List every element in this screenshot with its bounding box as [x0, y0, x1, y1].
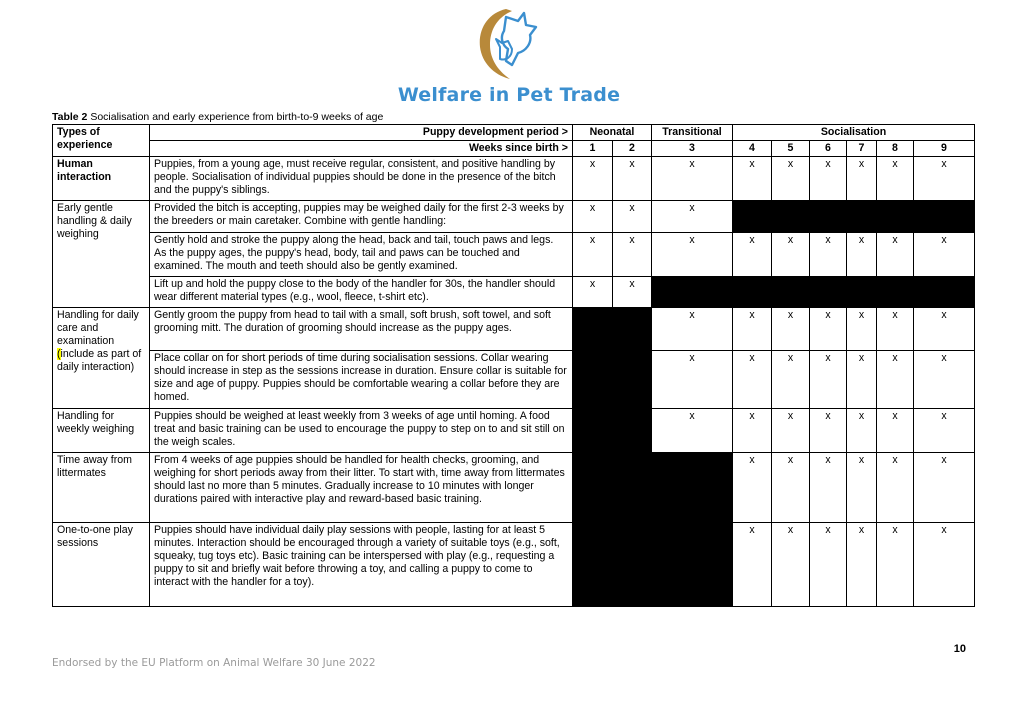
mark-cell: x	[733, 523, 772, 607]
mark-cell: x	[772, 409, 810, 453]
blocked-cell	[613, 453, 652, 523]
mark-cell: x	[877, 157, 914, 201]
blocked-cell	[847, 201, 877, 233]
row-description: From 4 weeks of age puppies should be handled for health checks, grooming, and weighing for short periods away from their litter. To start with, time away from littermates should last no more than 5 minutes. Gradually increase to 10 minutes with longer durations paired with interactive play and reward-based basic training.	[150, 453, 573, 523]
table-row	[53, 409, 975, 453]
week-header: 2	[613, 141, 652, 157]
blocked-cell	[733, 201, 772, 233]
mark-cell: x	[652, 233, 733, 277]
mark-cell: x	[810, 409, 847, 453]
blocked-cell	[573, 523, 613, 607]
mark-cell: x	[613, 157, 652, 201]
row-description: Puppies, from a young age, must receive regular, consistent, and positive handling by people. Socialisation of individual puppies should be done in the presence of the bitch and the puppy's siblings.	[150, 157, 573, 201]
mark-cell: x	[652, 308, 733, 351]
row-description: Provided the bitch is accepting, puppies may be weighed daily for the first 2-3 weeks by the breeders or main caretaker. Combine with gentle handling:	[150, 201, 573, 233]
mark-cell: x	[733, 157, 772, 201]
table-caption	[52, 111, 383, 123]
row-description: Lift up and hold the puppy close to the body of the handler for 30s, the handler should wear different material types (e.g., wool, fleece, t-shirt etc).	[150, 277, 573, 308]
mark-cell: x	[877, 453, 914, 523]
blocked-cell	[573, 308, 613, 351]
week-header: 9	[914, 141, 975, 157]
mark-cell: x	[847, 233, 877, 277]
logo	[0, 0, 1024, 110]
weeks-label: Weeks since birth >	[150, 141, 573, 157]
mark-cell: x	[914, 409, 975, 453]
blocked-cell	[877, 277, 914, 308]
mark-cell: x	[914, 308, 975, 351]
mark-cell: x	[573, 157, 613, 201]
group-label	[53, 308, 150, 409]
mark-cell: x	[613, 233, 652, 277]
mark-cell: x	[877, 523, 914, 607]
mark-cell: x	[847, 308, 877, 351]
table-row	[53, 201, 975, 233]
mark-cell: x	[877, 233, 914, 277]
blocked-cell	[573, 409, 613, 453]
blocked-cell	[877, 201, 914, 233]
table-row	[53, 308, 975, 351]
table-row	[53, 233, 975, 277]
week-header: 5	[772, 141, 810, 157]
blocked-cell	[613, 351, 652, 409]
week-header: 3	[652, 141, 733, 157]
mark-cell: x	[652, 409, 733, 453]
blocked-cell	[573, 453, 613, 523]
group-label-part: include as part of daily interaction)	[57, 348, 142, 373]
mark-cell: x	[733, 233, 772, 277]
mark-cell: x	[914, 351, 975, 409]
mark-cell: x	[914, 157, 975, 201]
caption-label: Table 2	[52, 111, 88, 123]
row-description: Gently hold and stroke the puppy along the head, back and tail, touch paws and legs. As the puppy ages, the puppy's head, body, tail and paws can be touched and examined. The mouth and teeth should also be gently examined.	[150, 233, 573, 277]
week-header: 8	[877, 141, 914, 157]
mark-cell: x	[810, 351, 847, 409]
group-label: Handling for weekly weighing	[53, 409, 150, 453]
mark-cell: x	[810, 233, 847, 277]
socialisation-table	[52, 124, 975, 607]
table-row	[53, 351, 975, 409]
week-header: 1	[573, 141, 613, 157]
mark-cell: x	[847, 409, 877, 453]
blocked-cell	[914, 277, 975, 308]
blocked-cell	[810, 277, 847, 308]
page-number: 10	[953, 643, 966, 655]
table-row	[53, 453, 975, 523]
period-label: Puppy development period >	[150, 125, 573, 141]
mark-cell: x	[847, 523, 877, 607]
blocked-cell	[652, 453, 733, 523]
mark-cell: x	[772, 351, 810, 409]
mark-cell: x	[847, 453, 877, 523]
mark-cell: x	[772, 523, 810, 607]
mark-cell: x	[733, 351, 772, 409]
mark-cell: x	[877, 308, 914, 351]
table-row	[53, 277, 975, 308]
mark-cell: x	[847, 157, 877, 201]
mark-cell: x	[772, 453, 810, 523]
blocked-cell	[733, 277, 772, 308]
group-label: Early gentle handling & daily weighing	[53, 201, 150, 308]
mark-cell: x	[733, 308, 772, 351]
header-row-weeks	[53, 141, 975, 157]
logo-title: Welfare in Pet Trade	[397, 84, 621, 106]
mark-cell: x	[810, 453, 847, 523]
week-header: 6	[810, 141, 847, 157]
table-row	[53, 157, 975, 201]
group-label-part: Handling for daily care and examination	[57, 309, 139, 347]
group-label: One-to-one play sessions	[53, 523, 150, 607]
blocked-cell	[914, 201, 975, 233]
blocked-cell	[772, 201, 810, 233]
blocked-cell	[772, 277, 810, 308]
mark-cell: x	[772, 157, 810, 201]
cat-and-dog-logo-icon	[466, 3, 554, 83]
types-header: Types of experience	[53, 125, 150, 157]
mark-cell: x	[877, 351, 914, 409]
mark-cell: x	[847, 351, 877, 409]
blocked-cell	[810, 201, 847, 233]
blocked-cell	[652, 277, 733, 308]
week-header: 4	[733, 141, 772, 157]
period-transitional: Transitional	[652, 125, 733, 141]
row-description: Place collar on for short periods of time during socialisation sessions. Collar wearing should increase in step as the sessions increase in duration. Ensure collar is suitable for size and age of puppy. Puppies should be comfortable wearing a collar before they are homed.	[150, 351, 573, 409]
week-header: 7	[847, 141, 877, 157]
header-row-period	[53, 125, 975, 141]
mark-cell: x	[914, 453, 975, 523]
mark-cell: x	[772, 308, 810, 351]
blocked-cell	[847, 277, 877, 308]
mark-cell: x	[877, 409, 914, 453]
mark-cell: x	[613, 277, 652, 308]
blocked-cell	[613, 523, 652, 607]
mark-cell: x	[573, 233, 613, 277]
mark-cell: x	[810, 157, 847, 201]
row-description: Puppies should have individual daily play sessions with people, lasting for at least 5 minutes. Interaction should be encouraged through a variety of suitable toys (e.g., soft, squeaky, tug toys etc). Basic training can be interspersed with play (e.g., requesting a puppy to sit and briefly wait before throwing a toy, and calling a puppy to come to interact with the handler for a toy).	[150, 523, 573, 607]
footer-endorsement: Endorsed by the EU Platform on Animal Welfare 30 June 2022	[52, 657, 376, 669]
caption-text: Socialisation and early experience from birth-to-9 weeks of age	[87, 111, 384, 123]
group-label: Time away from littermates	[53, 453, 150, 523]
mark-cell: x	[573, 201, 613, 233]
row-description: Puppies should be weighed at least weekly from 3 weeks of age until homing. A food treat and basic training can be used to encourage the puppy to step on to and sit still on the weigh scales.	[150, 409, 573, 453]
blocked-cell	[652, 523, 733, 607]
mark-cell: x	[733, 453, 772, 523]
table-row	[53, 523, 975, 607]
blocked-cell	[573, 351, 613, 409]
mark-cell: x	[573, 277, 613, 308]
mark-cell: x	[652, 201, 733, 233]
group-label: Human interaction	[53, 157, 150, 201]
blocked-cell	[613, 409, 652, 453]
mark-cell: x	[810, 523, 847, 607]
blocked-cell	[613, 308, 652, 351]
row-description: Gently groom the puppy from head to tail with a small, soft brush, soft towel, and soft grooming mitt. The duration of grooming should increase as the puppy ages.	[150, 308, 573, 351]
mark-cell: x	[613, 201, 652, 233]
mark-cell: x	[652, 351, 733, 409]
period-socialisation: Socialisation	[733, 125, 975, 141]
period-neonatal: Neonatal	[573, 125, 652, 141]
mark-cell: x	[772, 233, 810, 277]
mark-cell: x	[733, 409, 772, 453]
mark-cell: x	[914, 523, 975, 607]
mark-cell: x	[810, 308, 847, 351]
mark-cell: x	[652, 157, 733, 201]
highlight-mark: (	[57, 348, 61, 360]
mark-cell: x	[914, 233, 975, 277]
